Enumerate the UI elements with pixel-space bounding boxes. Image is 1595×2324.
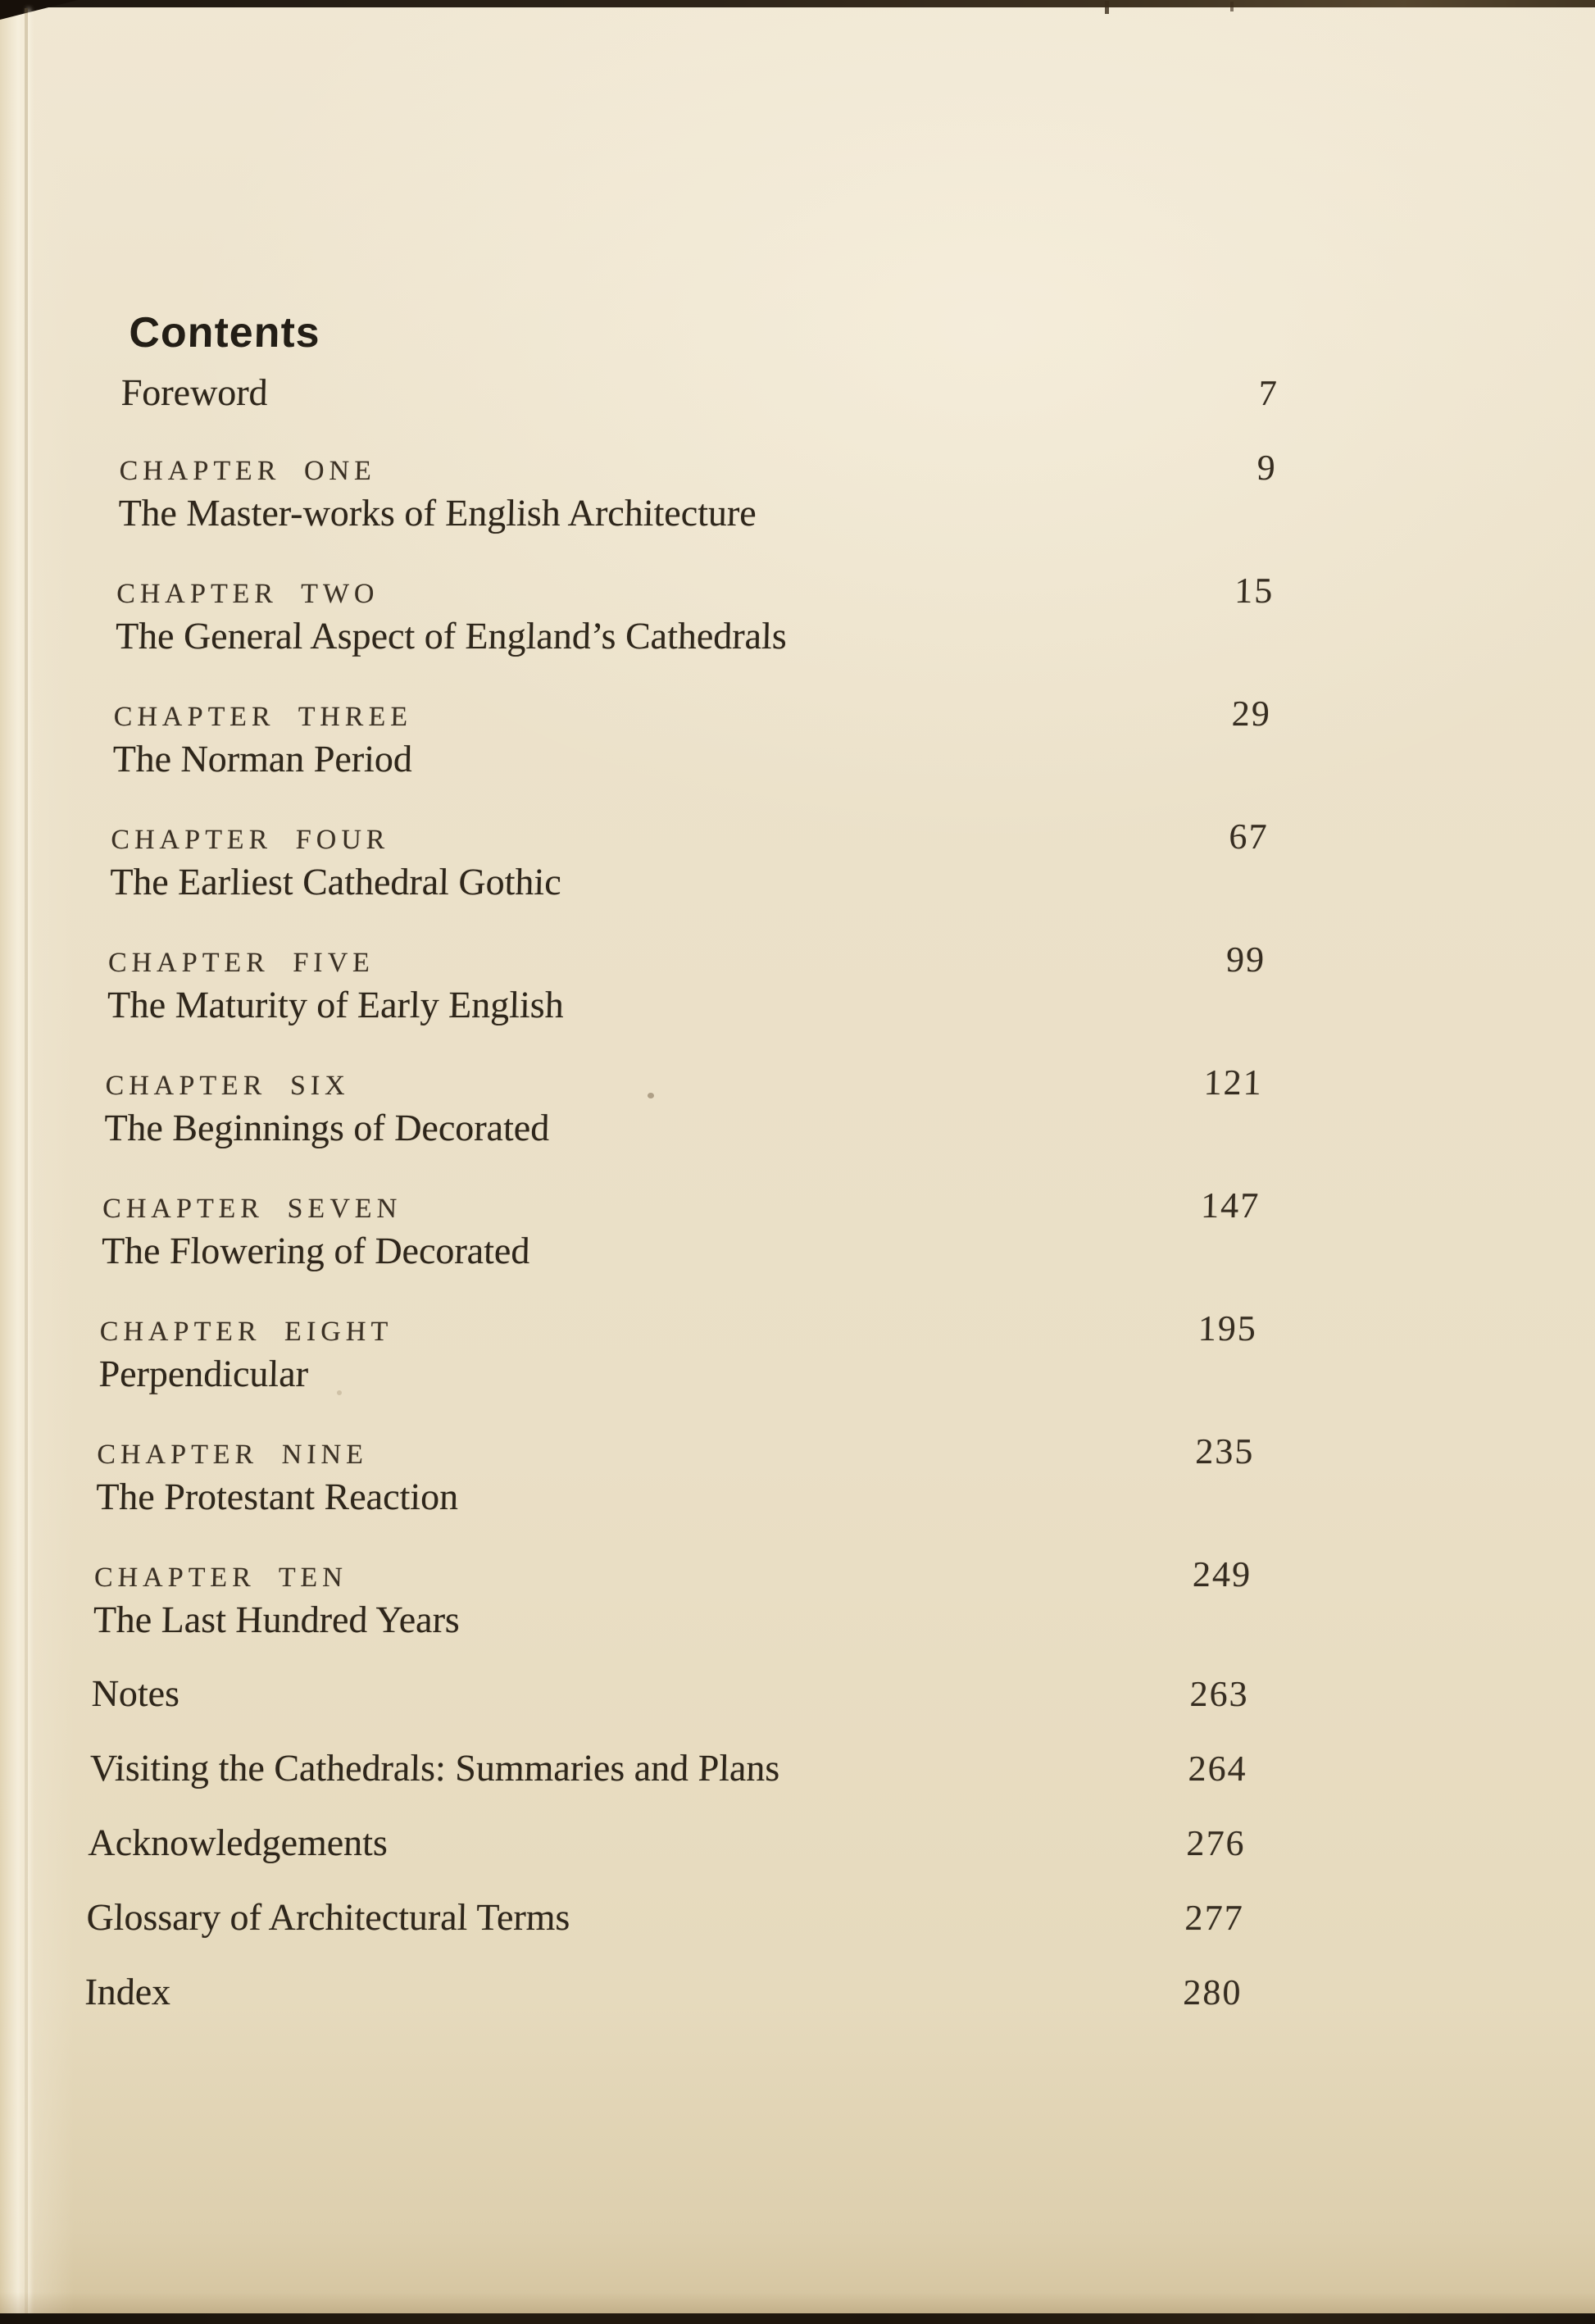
- entry-label: Foreword: [120, 371, 269, 413]
- page-number: 276: [1186, 1823, 1247, 1863]
- chapter-number-label: CHAPTER TEN: [93, 1562, 348, 1593]
- page-number: 280: [1182, 1972, 1243, 2012]
- chapter-number-label: CHAPTER ONE: [119, 456, 377, 486]
- page-title: Contents: [128, 309, 321, 357]
- chapter-title: The Master-works of English Architecture: [117, 492, 757, 534]
- toc-entry-chapter-one: [117, 448, 1278, 534]
- page-number: 263: [1189, 1674, 1250, 1714]
- chapter-title: The Last Hundred Years: [93, 1599, 461, 1640]
- page-number: 235: [1194, 1431, 1256, 1471]
- chapter-number-label: CHAPTER THREE: [113, 702, 413, 732]
- toc-entry-chapter-four: [109, 816, 1270, 903]
- page-number: 9: [1256, 448, 1278, 488]
- chapter-title: The Flowering of Decorated: [101, 1230, 531, 1271]
- toc-entry-chapter-eight: [98, 1308, 1258, 1395]
- page-number: 249: [1192, 1554, 1252, 1594]
- page-number: 195: [1197, 1308, 1258, 1348]
- chapter-title: The Norman Period: [112, 738, 413, 780]
- page-number: 121: [1203, 1062, 1264, 1103]
- chapter-number-label: CHAPTER FIVE: [107, 948, 375, 978]
- page-number: 277: [1184, 1898, 1245, 1938]
- bottom-paper-darkening: [0, 2292, 1595, 2313]
- entry-label: Glossary of Architectural Terms: [85, 1896, 571, 1938]
- page-number: 29: [1231, 694, 1272, 734]
- paper-fleck: [1230, 2, 1234, 11]
- entry-label: Notes: [91, 1672, 180, 1714]
- chapter-number-label: CHAPTER SIX: [105, 1071, 351, 1101]
- toc-entry-foreword: [120, 371, 1279, 415]
- toc-entry-acknowledgements: [88, 1821, 1246, 1865]
- chapter-number-label: CHAPTER SEVEN: [102, 1194, 402, 1224]
- chapter-title: The Beginnings of Decorated: [103, 1107, 550, 1148]
- toc-entry-chapter-five: [107, 939, 1266, 1026]
- page-number: 99: [1225, 939, 1266, 980]
- page-number: 15: [1234, 571, 1275, 611]
- chapter-title: The Earliest Cathedral Gothic: [109, 861, 562, 903]
- chapter-title: Perpendicular: [98, 1353, 309, 1394]
- page-number: 264: [1188, 1749, 1248, 1789]
- chapter-number-label: CHAPTER TWO: [116, 579, 379, 609]
- toc-entry-glossary: [86, 1896, 1244, 1940]
- toc-entry-chapter-nine: [95, 1431, 1256, 1518]
- toc-entry-chapter-six: [103, 1062, 1264, 1149]
- page-number: 67: [1228, 816, 1270, 857]
- toc-entry-visiting-the-cathedrals: [89, 1747, 1247, 1790]
- page-number: 147: [1200, 1185, 1261, 1226]
- left-page-edge-crease: [25, 8, 28, 2320]
- toc-entry-chapter-two: [115, 571, 1275, 657]
- toc-entry-chapter-ten: [93, 1554, 1252, 1641]
- top-left-corner-shadow: [0, 0, 78, 20]
- bottom-page-edge-shadow: [0, 2313, 1595, 2324]
- toc-entry-chapter-seven: [101, 1185, 1261, 1272]
- entry-label: Acknowledgements: [88, 1821, 389, 1863]
- chapter-number-label: CHAPTER NINE: [96, 1439, 369, 1470]
- chapter-title: The Maturity of Early English: [107, 984, 565, 1026]
- top-page-edge-shadow: [0, 0, 1595, 7]
- chapter-title: The Protestant Reaction: [95, 1476, 459, 1517]
- paper-fleck: [1105, 1, 1109, 14]
- entry-label: Index: [84, 1971, 171, 2012]
- toc-entry-chapter-three: [112, 694, 1272, 780]
- chapter-title: The General Aspect of England’s Cathedrals: [115, 615, 788, 657]
- chapter-number-label: CHAPTER FOUR: [110, 825, 390, 855]
- table-of-contents: [84, 309, 1280, 2014]
- entry-label: Visiting the Cathedrals: Summaries and Plans: [89, 1747, 781, 1789]
- chapter-number-label: CHAPTER EIGHT: [99, 1317, 393, 1347]
- page-number: 7: [1258, 373, 1279, 413]
- toc-entry-notes: [91, 1672, 1249, 1716]
- toc-entry-index: [84, 1971, 1243, 2014]
